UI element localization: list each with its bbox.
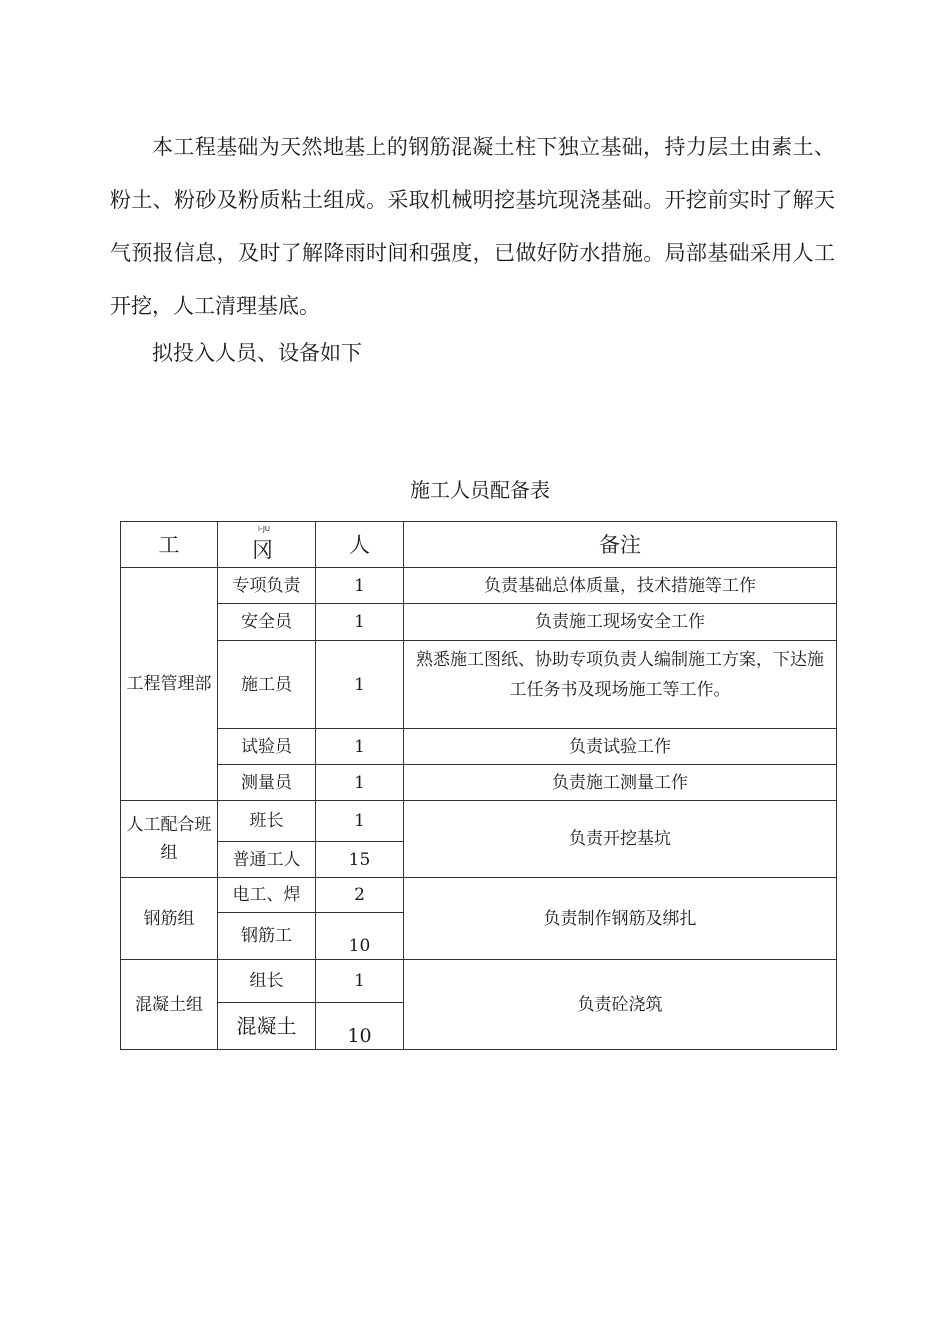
intro-line: 拟投入人员、设备如下 [152, 341, 362, 365]
role-cell: 钢筋工 [218, 913, 316, 960]
count-cell: 10 [316, 913, 404, 960]
note-cell: 负责开挖基坑 [404, 801, 837, 878]
role-cell: 安全员 [218, 604, 316, 641]
note-cell: 负责砼浇筑 [404, 960, 837, 1050]
role-cell: 施工员 [218, 641, 316, 729]
group-name: 工程管理部 [121, 568, 218, 801]
header-col-post-label: 冈 [252, 537, 273, 562]
header-col-notes: 备注 [404, 522, 837, 568]
header-row [121, 522, 837, 568]
note-cell: 熟悉施工图纸、协助专项负责人编制施工方案，下达施工任务书及现场施工等工作。 [404, 641, 837, 729]
note-cell: 负责施工测量工作 [404, 765, 837, 801]
count-cell: 1 [316, 801, 404, 842]
count-cell: 2 [316, 878, 404, 913]
group-name: 混凝土组 [121, 960, 218, 1050]
count-cell: 1 [316, 568, 404, 604]
table-title: 施工人员配备表 [410, 478, 550, 502]
role-cell: 电工、焊 [218, 878, 316, 913]
count-cell: 1 [316, 729, 404, 765]
group-name: 人工配合班组 [121, 801, 218, 878]
table-row [121, 641, 837, 729]
note-cell: 负责施工现场安全工作 [404, 604, 837, 641]
staff-table [120, 521, 837, 1050]
table-row [121, 878, 837, 913]
role-cell: 普通工人 [218, 842, 316, 878]
body-paragraph: 本工程基础为天然地基上的钢筋混凝土柱下独立基础，持力层土由素土、粉土、粉砂及粉质粘土组成。采取机械明挖基坑现浇基础。开挖前实时了解天气预报信息，及时了解降雨时间和强度，已做好防水措施。局部基础采用人工开挖，人工清理基底。 [110, 135, 835, 318]
table-row [121, 801, 837, 842]
table-row [121, 960, 837, 1003]
role-cell: 专项负责 [218, 568, 316, 604]
header-col-post [218, 522, 316, 568]
table-row [121, 729, 837, 765]
header-col-count: 人 [316, 522, 404, 568]
header-col-post-tiny: i-JU [258, 525, 271, 533]
table-row [121, 568, 837, 604]
role-cell: 测量员 [218, 765, 316, 801]
note-cell: 负责基础总体质量，技术措施等工作 [404, 568, 837, 604]
count-cell: 1 [316, 765, 404, 801]
role-cell: 混凝土 [218, 1003, 316, 1050]
count-cell: 15 [316, 842, 404, 878]
note-cell: 负责制作钢筋及绑扎 [404, 878, 837, 960]
count-cell: 1 [316, 641, 404, 729]
count-cell: 1 [316, 960, 404, 1003]
table-row [121, 765, 837, 801]
role-cell: 试验员 [218, 729, 316, 765]
count-cell: 1 [316, 604, 404, 641]
role-cell: 组长 [218, 960, 316, 1003]
role-cell: 班长 [218, 801, 316, 842]
group-name: 钢筋组 [121, 878, 218, 960]
table-row [121, 604, 837, 641]
header-col-department: 工 [121, 522, 218, 568]
count-cell: 10 [316, 1003, 404, 1050]
note-cell: 负责试验工作 [404, 729, 837, 765]
